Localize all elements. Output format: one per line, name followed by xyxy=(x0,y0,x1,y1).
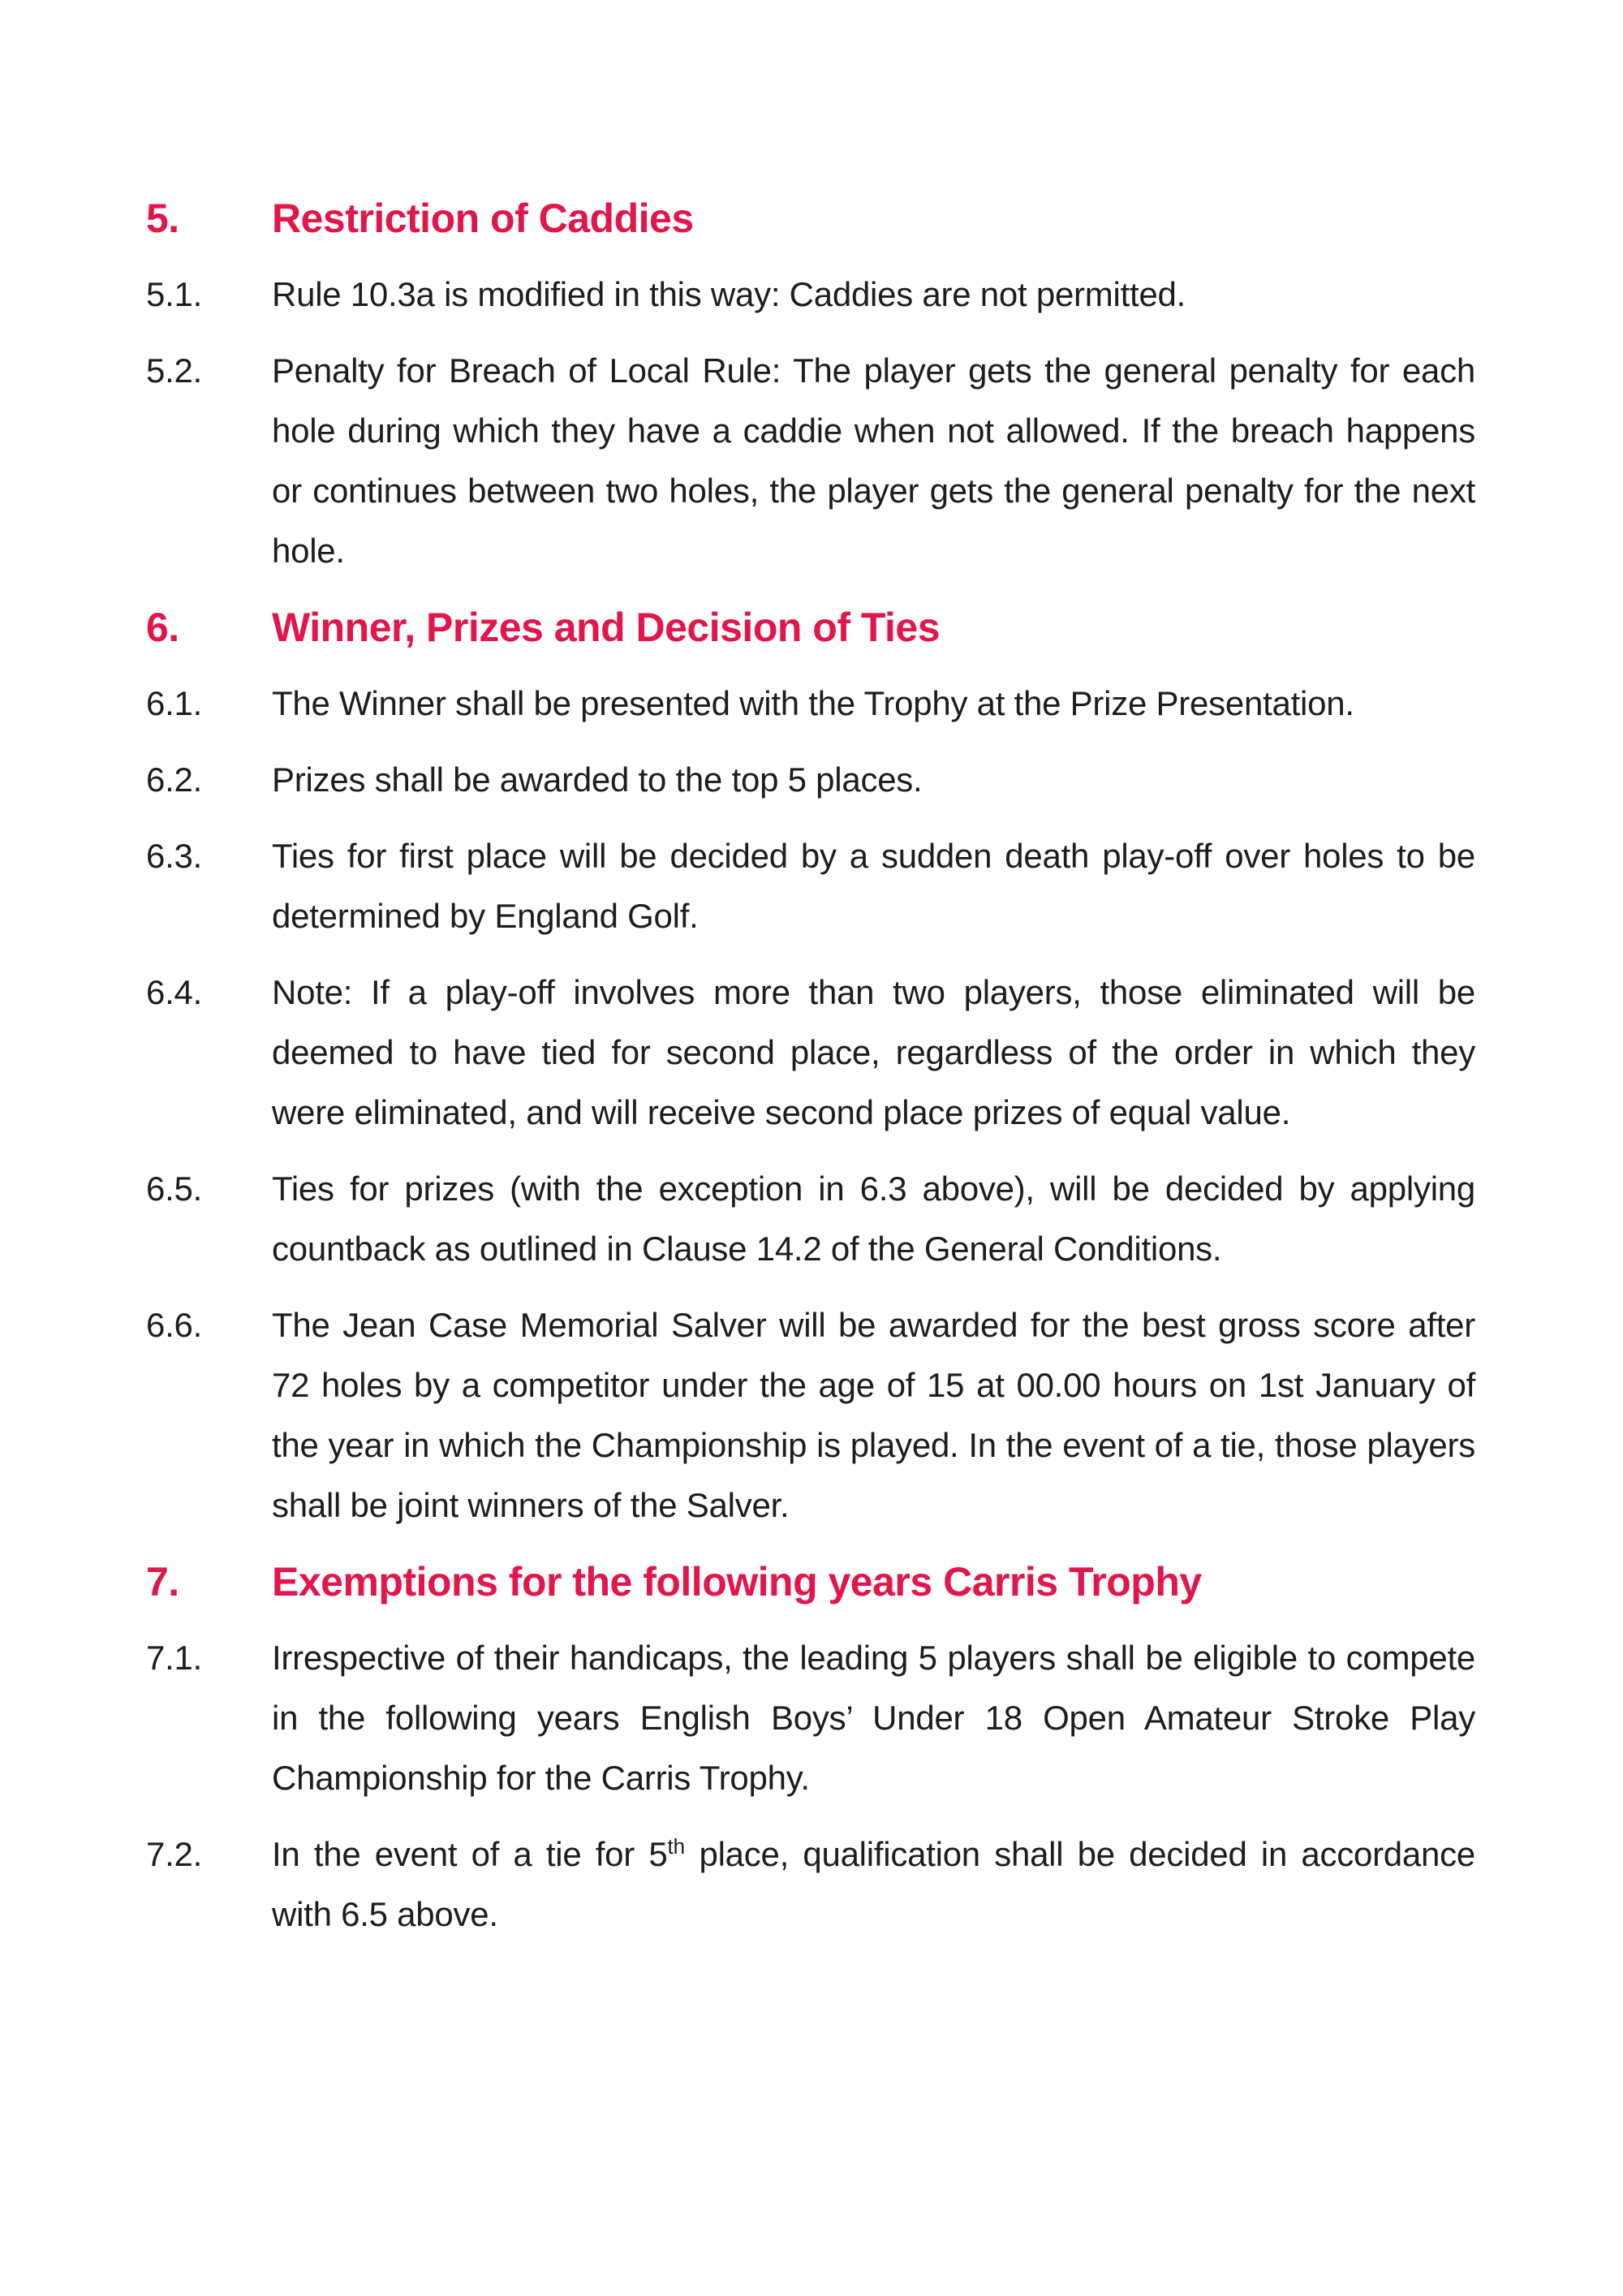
clause-row-6-2 xyxy=(146,750,1475,810)
clause-number: 6.4. xyxy=(146,973,203,1011)
clause-number: 6.2. xyxy=(146,760,203,799)
clause-text: The Jean Case Memorial Salver will be awarded for the best gross score after 72 holes by a competitor under the age of 15 at 00.00 hours on 1st January of the year in which the Championship is played. In the event of a tie, those players shall be joint winners of the Salver. xyxy=(272,1306,1475,1524)
clause-row-6-5 xyxy=(146,1159,1475,1279)
clause-row-6-1 xyxy=(146,674,1475,734)
clause-row-5-2 xyxy=(146,341,1475,581)
clause-text: Prizes shall be awarded to the top 5 places. xyxy=(272,760,923,799)
section-title: Restriction of Caddies xyxy=(272,196,694,241)
section-heading-7 xyxy=(146,1552,1475,1612)
clause-text xyxy=(272,1824,1475,1945)
clause-text: Irrespective of their handicaps, the leading 5 players shall be eligible to compete in the following years English Boys’ Under 18 Open Amateur Stroke Play Championship for the Carris Trophy. xyxy=(272,1639,1475,1797)
clause-text: Penalty for Breach of Local Rule: The player gets the general penalty for each hole during which they have a caddie when not allowed. If the breach happens or continues between two holes, the player gets the general penalty for the next hole. xyxy=(272,351,1475,570)
section-title: Winner, Prizes and Decision of Ties xyxy=(272,605,941,650)
ordinal-superscript: th xyxy=(667,1834,686,1859)
clause-number: 5.1. xyxy=(146,275,203,313)
clause-text: Rule 10.3a is modified in this way: Caddies are not permitted. xyxy=(272,275,1186,313)
clause-row-7-2 xyxy=(146,1824,1475,1945)
clause-row-6-3 xyxy=(146,826,1475,946)
clause-number: 6.3. xyxy=(146,837,203,875)
clause-text: Ties for first place will be decided by a sudden death play-off over holes to be determined by England Golf. xyxy=(272,837,1475,935)
clause-number: 7.1. xyxy=(146,1639,203,1677)
clause-row-5-1 xyxy=(146,265,1475,325)
section-number: 5. xyxy=(146,196,179,241)
clause-row-7-1 xyxy=(146,1628,1475,1808)
section-heading-5 xyxy=(146,188,1475,248)
clause-number: 7.2. xyxy=(146,1835,203,1873)
section-heading-6 xyxy=(146,597,1475,657)
clause-text-after-sup: place, qualification shall be decided in accordance with 6.5 above. xyxy=(272,1835,1475,1933)
clause-text: The Winner shall be presented with the Trophy at the Prize Presentation. xyxy=(272,684,1354,722)
clause-number: 6.6. xyxy=(146,1306,203,1344)
section-number: 6. xyxy=(146,605,179,650)
clause-text-before-sup: In the event of a tie for 5 xyxy=(272,1835,668,1873)
clause-number: 6.1. xyxy=(146,684,203,722)
clause-number: 6.5. xyxy=(146,1170,203,1208)
section-number: 7. xyxy=(146,1559,179,1605)
clause-text: Note: If a play-off involves more than two players, those eliminated will be deemed to have tied for second place, regardless of the order in which they were eliminated, and will receive second place prizes of equal value. xyxy=(272,973,1475,1131)
clause-row-6-6 xyxy=(146,1295,1475,1536)
clause-row-6-4 xyxy=(146,963,1475,1143)
clause-text: Ties for prizes (with the exception in 6.3 above), will be decided by applying countback as outlined in Clause 14.2 of the General Conditions. xyxy=(272,1170,1475,1268)
section-title: Exemptions for the following years Carris Trophy xyxy=(272,1559,1202,1605)
clause-number: 5.2. xyxy=(146,351,203,390)
